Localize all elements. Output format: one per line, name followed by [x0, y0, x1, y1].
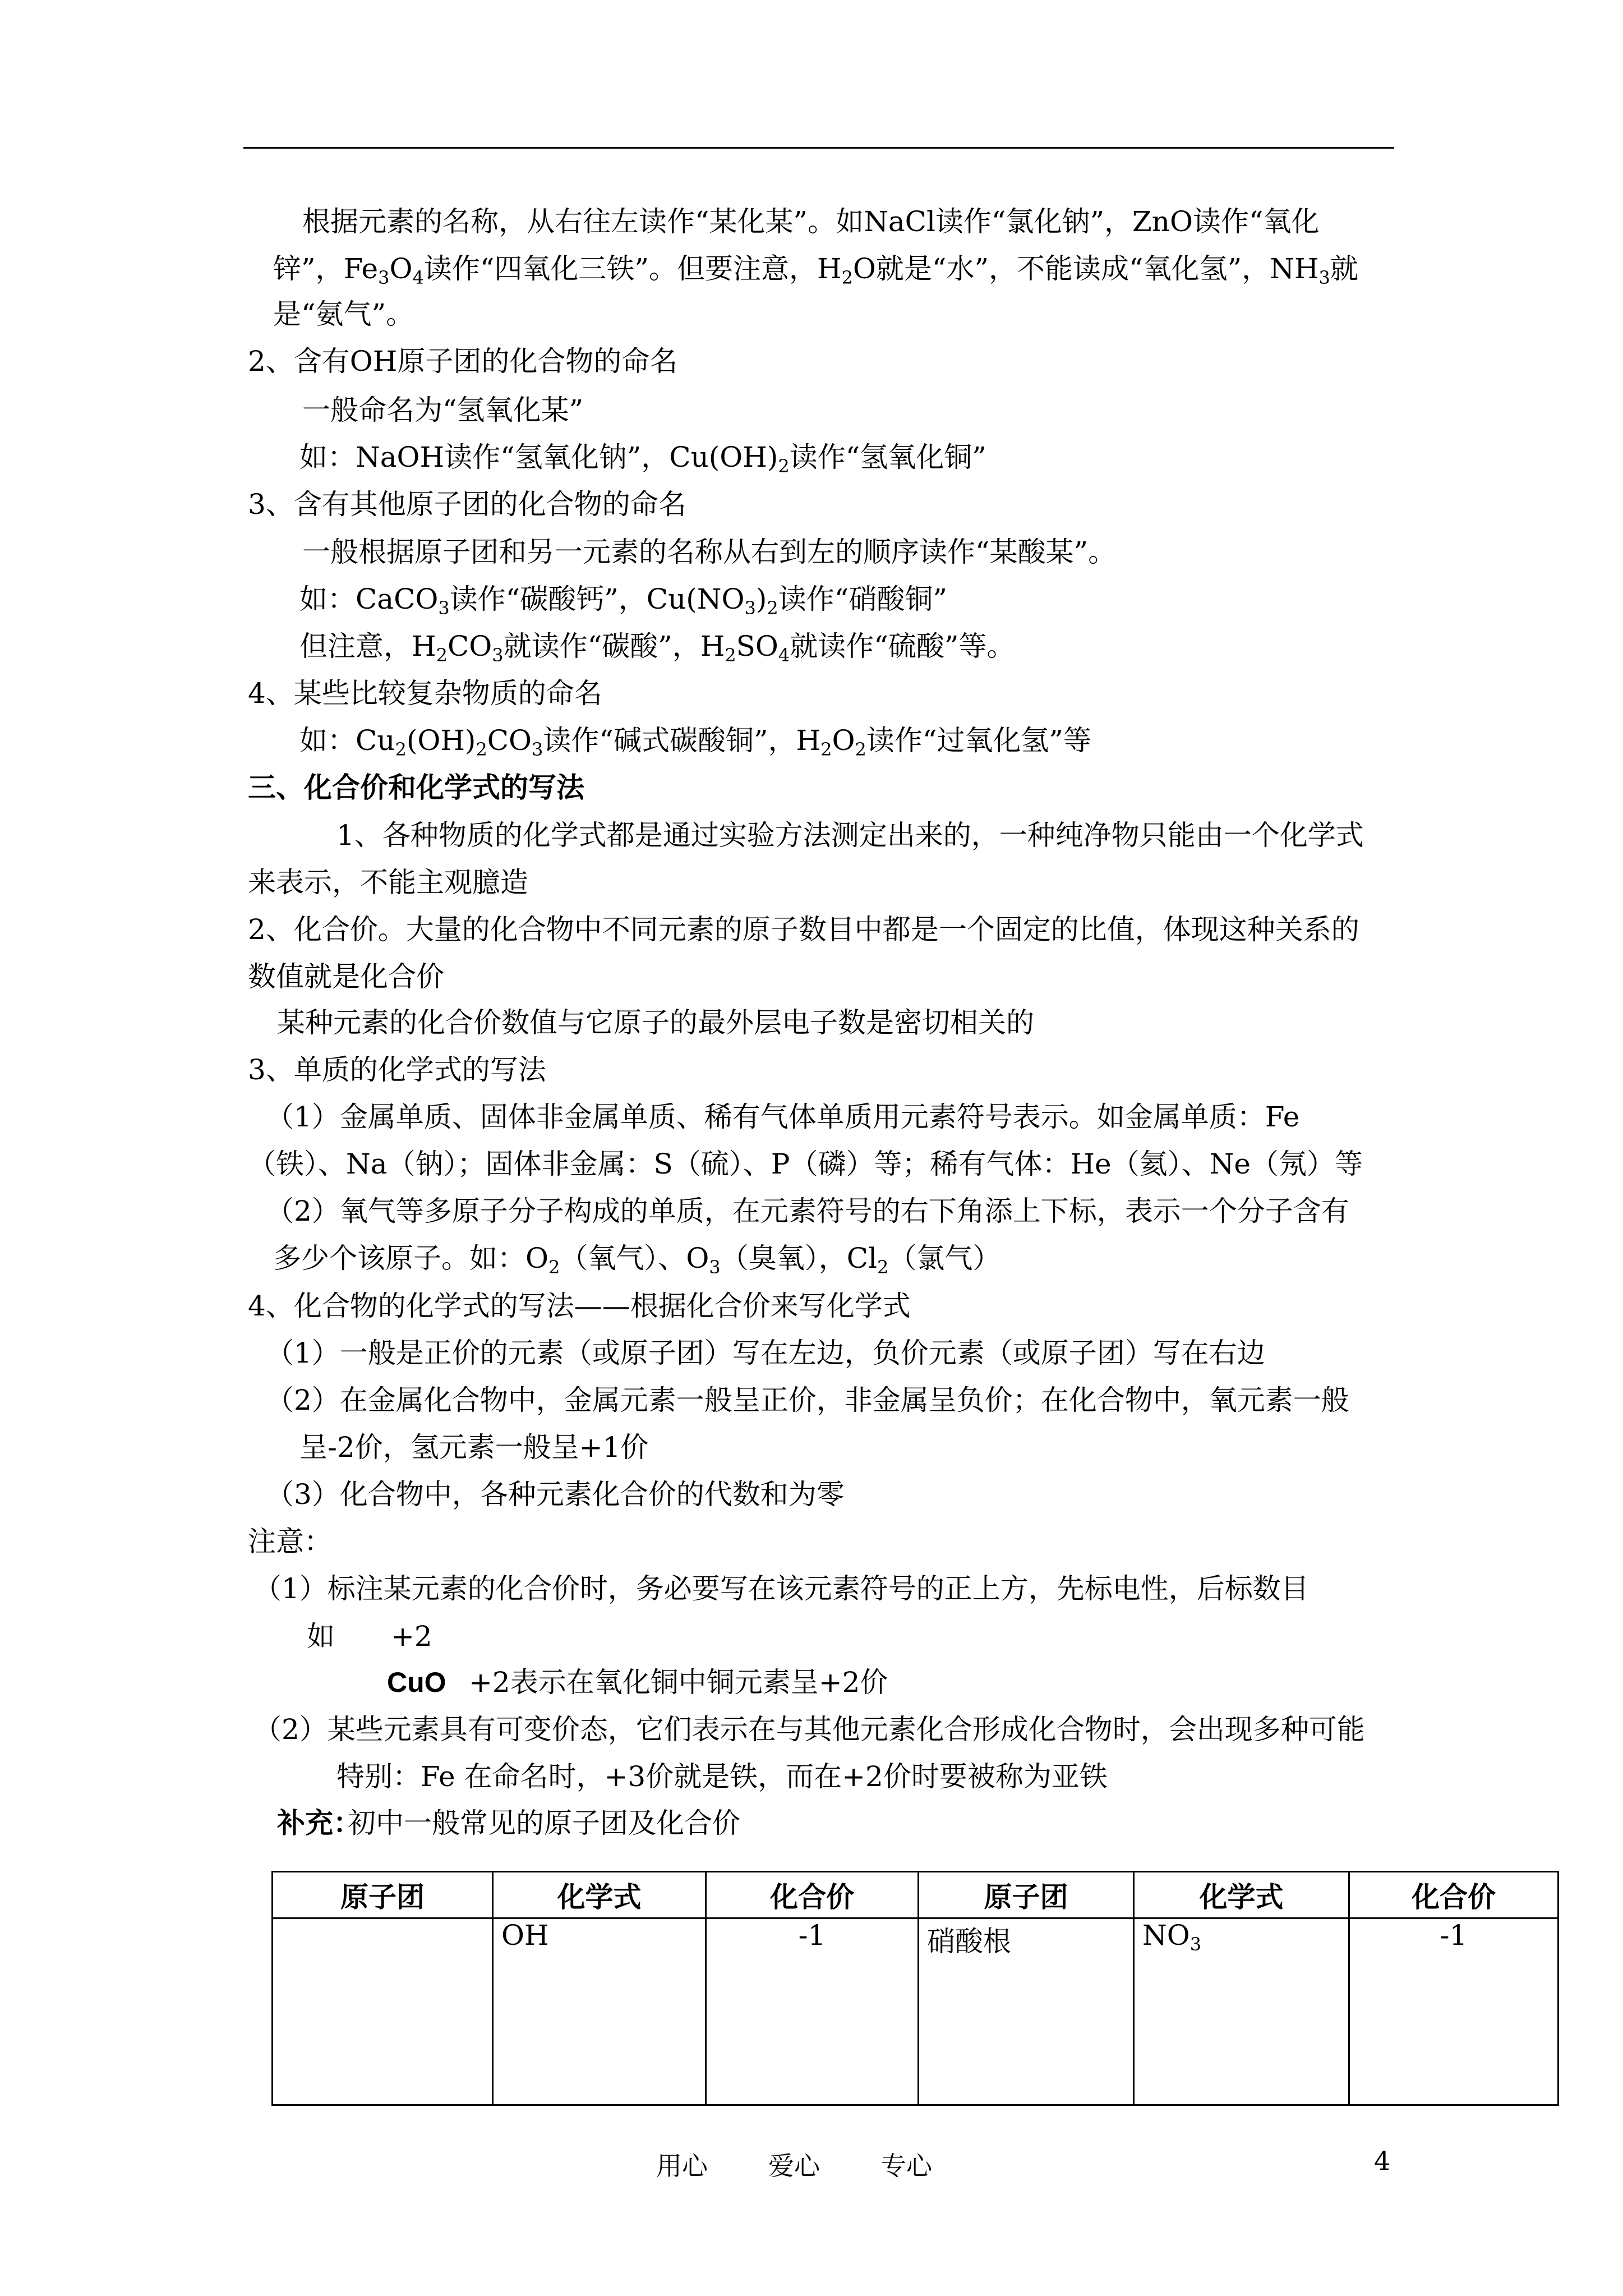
text-segment: O — [389, 252, 413, 285]
text-line — [336, 818, 1364, 852]
column-header: 化合价 — [1349, 1872, 1559, 1918]
text-line — [273, 252, 1358, 286]
text-segment: +2表示在氧化铜中铜元素呈+2价 — [469, 1666, 888, 1699]
table-cell — [1134, 1918, 1349, 2105]
text-segment: 1、各种物质的化学式都是通过实验方法测定出来的，一种纯净物只能由一个化学式 — [336, 819, 1364, 852]
text-line — [299, 629, 1015, 666]
text-line — [302, 535, 1116, 569]
text-segment: +2 — [391, 1620, 432, 1653]
text-segment: （2）在金属化合物中，金属元素一般呈正价，非金属呈负价；在化合物中，氧元素一般 — [266, 1384, 1349, 1416]
text-segment: O — [832, 724, 855, 757]
text-segment: 数值就是化合价 — [248, 960, 444, 993]
text-segment: （2）氧气等多原子分子构成的单质，在元素符号的右下角添上下标，表示一个分子含有 — [266, 1195, 1349, 1227]
column-header: 化学式 — [493, 1872, 706, 1918]
text-line — [253, 1713, 1365, 1746]
text-line — [302, 393, 583, 427]
text-segment: 读作“碳酸钙”，Cu(NO — [449, 583, 745, 615]
text-segment: ) — [755, 583, 767, 615]
footer-motto: 专心 — [880, 2151, 932, 2181]
text-segment: 来表示，不能主观臆造 — [248, 866, 528, 899]
subscript: 4 — [412, 267, 424, 288]
text-line — [266, 1383, 1349, 1417]
text-line — [307, 1619, 335, 1653]
subscript: 3 — [492, 645, 504, 666]
text-segment: （1）金属单质、固体非金属单质、稀有气体单质用元素符号表示。如金属单质：Fe — [266, 1101, 1300, 1133]
subscript: 2 — [855, 739, 866, 760]
subscript: 2 — [841, 267, 853, 288]
text-line — [248, 1053, 546, 1087]
text-segment: 是“氨气”。 — [273, 298, 414, 330]
text-line — [248, 677, 602, 710]
text-segment: 多少个该原子。如：O — [273, 1242, 548, 1274]
subscript: 3 — [709, 1257, 721, 1278]
text-segment: 读作“过氧化氢”等 — [866, 724, 1091, 757]
text-segment: 初中一般常见的原子团及化合价 — [348, 1807, 740, 1839]
text-segment: CO — [487, 724, 532, 757]
formula-base: NO — [1142, 1919, 1190, 1952]
subscript: 3 — [378, 267, 390, 288]
text-segment: 就读作“碳酸”，H — [503, 630, 725, 662]
page-number: 4 — [1374, 2146, 1391, 2176]
text-segment: 2、化合价。大量的化合物中不同元素的原子数目中都是一个固定的比值，体现这种关系的 — [248, 913, 1359, 946]
text-line — [302, 205, 1320, 238]
subscript: 2 — [395, 739, 407, 760]
text-segment: 某种元素的化合价数值与它原子的最外层电子数是密切相关的 — [277, 1006, 1034, 1039]
radical-valence-table — [271, 1871, 1559, 2106]
text-line — [248, 960, 444, 993]
text-line — [299, 582, 947, 619]
text-segment: 一般根据原子团和另一元素的名称从右到左的顺序读作“某酸某”。 — [302, 536, 1117, 568]
text-line — [336, 1760, 1108, 1793]
text-line — [299, 440, 986, 477]
footer-motto: 用心 — [656, 2151, 708, 2181]
text-segment: 读作“四氧化三铁”。但要注意，H — [423, 252, 842, 285]
text-segment: O就是“水”，不能读成“氧化氢”，NH — [852, 252, 1319, 285]
text-segment: 如 — [307, 1620, 335, 1653]
text-segment: 特别：Fe 在命名时，+3价就是铁，而在+2价时要被称为亚铁 — [336, 1760, 1108, 1793]
text-line — [248, 1147, 1363, 1181]
header-rule — [243, 147, 1394, 149]
text-line — [469, 1665, 888, 1699]
text-segment: 就 — [1330, 252, 1358, 285]
text-segment: 读作“硝酸铜” — [778, 583, 947, 615]
text-line — [299, 1430, 648, 1464]
text-segment: （1）一般是正价的元素（或原子团）写在左边，负价元素（或原子团）写在右边 — [266, 1337, 1265, 1369]
text-segment: （2）某些元素具有可变价态，它们表示在与其他元素化合形成化合物时，会出现多种可能 — [253, 1713, 1365, 1746]
table-row — [273, 1918, 1559, 2105]
text-segment: 一般命名为“氢氧化某” — [302, 394, 584, 426]
table-cell: OH — [493, 1918, 706, 2105]
text-line — [248, 487, 686, 521]
text-line — [391, 1619, 432, 1653]
text-line — [248, 866, 528, 899]
text-segment: （氧气）、O — [560, 1242, 709, 1274]
formula-subscript: 3 — [1189, 1934, 1202, 1955]
subscript: 2 — [778, 455, 790, 477]
subscript: 2 — [548, 1257, 560, 1278]
text-segment: （铁）、Na（钠）；固体非金属：S（硫）、P（磷）等；稀有气体：He（氦）、Ne（氖）等 — [248, 1148, 1363, 1180]
text-line — [299, 724, 1091, 760]
text-line — [248, 1525, 332, 1558]
subscript: 3 — [744, 597, 756, 619]
section-heading — [387, 1665, 446, 1699]
column-header: 原子团 — [919, 1872, 1134, 1918]
text-segment: 读作“氢氧化铜” — [789, 441, 986, 473]
column-header: 原子团 — [273, 1872, 493, 1918]
text-segment: 如：NaOH读作“氢氧化钠”，Cu(OH) — [299, 441, 778, 473]
text-segment: 如：Cu — [299, 724, 395, 757]
subscript: 2 — [820, 739, 832, 760]
subscript: 4 — [778, 645, 790, 666]
text-segment: 如：CaCO — [299, 583, 439, 615]
text-segment: （臭氧），Cl — [720, 1242, 877, 1274]
text-segment: CuO — [387, 1667, 446, 1698]
text-segment: 但注意，H — [299, 630, 436, 662]
text-segment: 4、化合物的化学式的写法——根据化合价来写化学式 — [248, 1290, 911, 1322]
text-segment: 锌”，Fe — [273, 252, 379, 285]
text-segment: 三、化合价和化学式的写法 — [248, 771, 584, 804]
text-line — [348, 1806, 740, 1840]
text-segment: (OH) — [406, 724, 476, 757]
footer-motto: 爱心 — [768, 2151, 820, 2181]
text-segment: CO — [447, 630, 492, 662]
column-header: 化合价 — [706, 1872, 919, 1918]
text-line — [266, 1194, 1349, 1228]
text-line — [266, 1100, 1299, 1134]
table-cell: 硝酸根 — [919, 1918, 1134, 2105]
column-header: 化学式 — [1134, 1872, 1349, 1918]
text-segment: 3、含有其他原子团的化合物的命名 — [248, 488, 686, 521]
subscript: 2 — [767, 597, 778, 619]
text-segment: 补充： — [277, 1806, 361, 1839]
table-cell: -1 — [1349, 1918, 1559, 2105]
text-segment: 2、含有OH原子团的化合物的命名 — [248, 345, 678, 378]
subscript: 2 — [725, 645, 736, 666]
table-cell — [273, 1918, 493, 2105]
text-segment: 4、某些比较复杂物质的命名 — [248, 677, 602, 710]
text-segment: （1）标注某元素的化合价时，务必要写在该元素符号的正上方，先标电性，后标数目 — [253, 1572, 1309, 1605]
table-cell: -1 — [706, 1918, 919, 2105]
subscript: 2 — [877, 1257, 889, 1278]
text-segment: 呈-2价，氢元素一般呈+1价 — [299, 1431, 649, 1464]
text-segment: （氯气） — [888, 1242, 1001, 1274]
text-segment: （3）化合物中，各种元素化合价的代数和为零 — [266, 1478, 845, 1511]
text-segment: 读作“碱式碳酸铜”，H — [543, 724, 821, 757]
text-segment: 3、单质的化学式的写法 — [248, 1053, 546, 1086]
text-segment: SO — [736, 630, 778, 662]
text-line — [273, 297, 414, 331]
text-line — [248, 913, 1359, 946]
text-line — [248, 344, 677, 378]
text-segment: 注意： — [248, 1525, 332, 1558]
table-header-row — [273, 1872, 1559, 1918]
text-line — [266, 1336, 1265, 1370]
text-line — [266, 1478, 845, 1511]
text-line — [273, 1241, 1001, 1278]
subscript: 2 — [476, 739, 487, 760]
text-line — [253, 1572, 1309, 1605]
subscript: 3 — [532, 739, 543, 760]
text-segment: 就读作“硫酸”等。 — [790, 630, 1015, 662]
subscript: 2 — [436, 645, 448, 666]
text-segment: 根据元素的名称，从右往左读作“某化某”。如NaCl读作“氯化钠”，ZnO读作“氧化 — [302, 205, 1320, 238]
subscript: 3 — [1318, 267, 1330, 288]
section-heading — [248, 771, 584, 804]
text-line — [277, 1006, 1034, 1039]
text-line — [248, 1289, 911, 1323]
subscript: 3 — [438, 597, 450, 619]
